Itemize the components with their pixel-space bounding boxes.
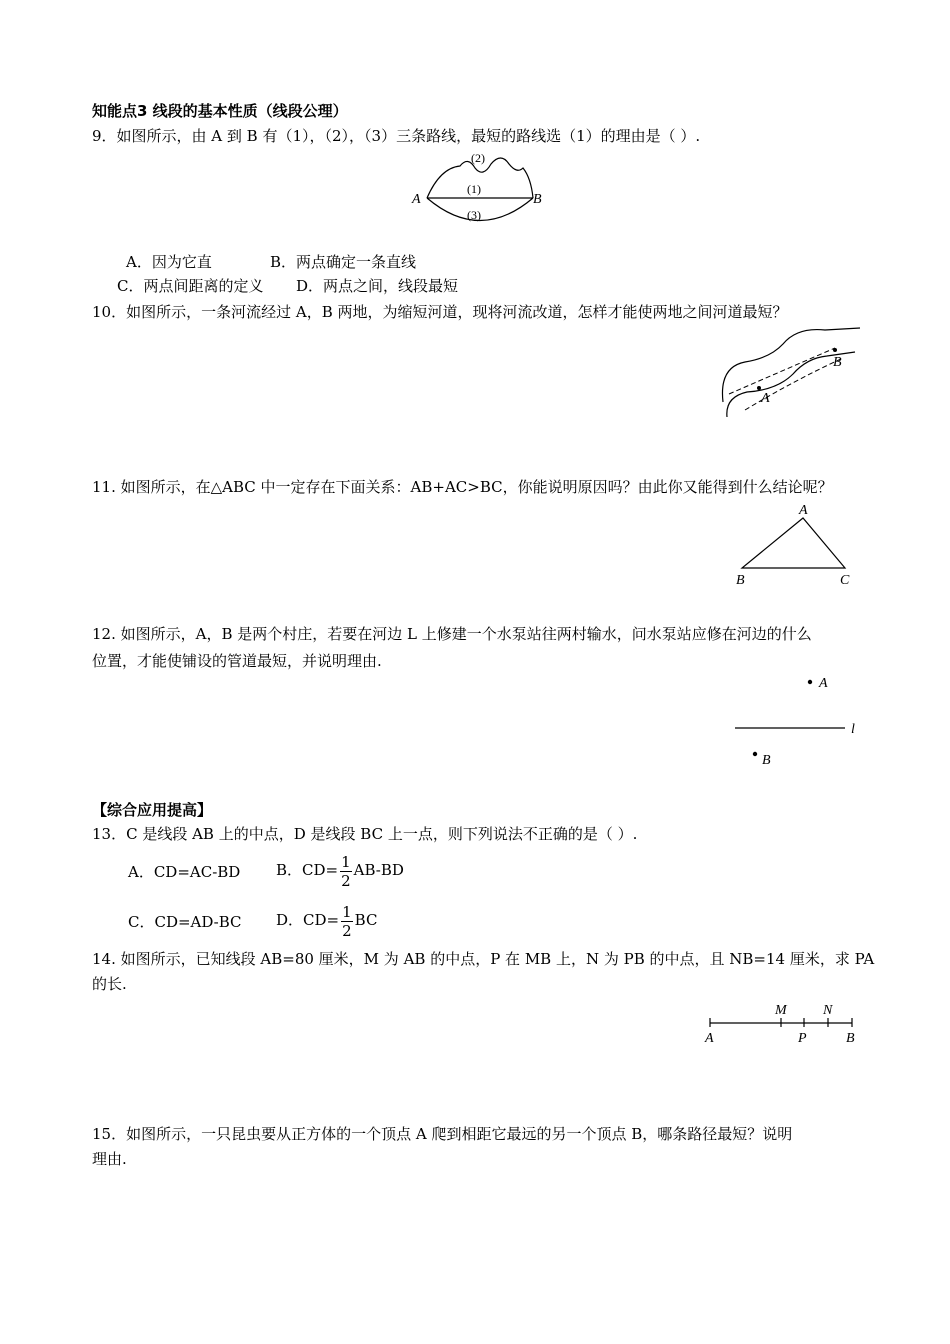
fig12-label-b: B — [762, 753, 771, 768]
fig10-label-a: A — [761, 391, 770, 406]
q13-option-b-pre: B．CD= — [276, 861, 339, 879]
question-14-line1: 14. 如图所示，已知线段 AB=80 厘米，M 为 AB 的中点，P 在 MB 上，N 为 PB 的中点，且 NB=14 厘米，求 PA — [92, 950, 875, 968]
question-14-line2: 的长. — [92, 975, 127, 993]
fig12-label-l: l — [851, 722, 855, 737]
fig9-label-b: B — [533, 192, 542, 207]
q13-option-b-post: AB-BD — [353, 861, 404, 879]
question-15-line2: 理由. — [92, 1150, 127, 1168]
question-10-text: 10．如图所示，一条河流经过 A，B 两地，为缩短河道，现将河流改道，怎样才能使两地之间河道最短？ — [92, 303, 788, 321]
question-12-figure — [725, 668, 865, 773]
section-title: 知能点3 线段的基本性质（线段公理） — [92, 102, 348, 120]
fig10-label-b: B — [833, 355, 842, 370]
q13-option-d — [276, 900, 377, 940]
q9-option-a: A．因为它直 — [126, 253, 212, 271]
fig9-label-2: (2) — [471, 151, 485, 165]
q13-option-d-pre: D．CD= — [276, 911, 340, 929]
question-9-figure — [405, 148, 555, 228]
fig11-label-b: B — [736, 573, 745, 588]
question-9-text: 9．如图所示，由 A 到 B 有（1），（2），（3）三条路线，最短的路线选（1）的理由是（ ）. — [92, 127, 701, 145]
question-12-line2: 位置，才能使铺设的管道最短，并说明理由. — [92, 652, 382, 670]
q13-option-a: A．CD=AC-BD — [128, 863, 241, 881]
question-11-figure — [730, 500, 860, 590]
question-15-line1: 15．如图所示，一只昆虫要从正方体的一个顶点 A 爬到相距它最远的另一个顶点 B，哪条路径最短？说明 — [92, 1125, 793, 1143]
q13-option-d-fraction — [341, 903, 353, 940]
fig14-label-p: P — [798, 1031, 807, 1046]
fig11-label-c: C — [840, 573, 850, 588]
fig9-label-3: (3) — [467, 208, 481, 222]
question-10-figure — [715, 322, 865, 417]
q9-option-d: D．两点之间，线段最短 — [296, 277, 459, 295]
q13-option-b-fraction — [340, 853, 352, 890]
q13-option-b — [276, 850, 404, 890]
fig14-label-b: B — [846, 1031, 855, 1046]
question-14-figure — [700, 1000, 865, 1050]
question-12-line1: 12. 如图所示，A，B 是两个村庄，若要在河边 L 上修建一个水泵站往两村输水，问水泵站应修在河边的什么 — [92, 625, 812, 643]
fig14-label-m: M — [775, 1003, 787, 1018]
q13-option-d-post: BC — [354, 911, 378, 929]
fraction-denominator: 2 — [342, 921, 352, 940]
fraction-numerator: 1 — [342, 902, 352, 921]
fig9-label-a: A — [412, 192, 421, 207]
fig14-label-a: A — [705, 1031, 714, 1046]
fig11-label-a: A — [799, 503, 808, 518]
q9-option-c: C．两点间距离的定义 — [117, 277, 264, 295]
fig9-label-1: (1) — [467, 182, 481, 196]
section2-title: 【综合应用提高】 — [92, 801, 213, 819]
fig14-label-n: N — [823, 1003, 833, 1018]
q13-option-c: C．CD=AD-BC — [128, 913, 242, 931]
fig12-label-a: A — [819, 676, 828, 691]
question-13-text: 13．C 是线段 AB 上的中点，D 是线段 BC 上一点，则下列说法不正确的是（ ）. — [92, 825, 638, 843]
q9-option-b: B．两点确定一条直线 — [270, 253, 417, 271]
question-11-text: 11. 如图所示，在△ABC 中一定存在下面关系：AB+AC>BC，你能说明原因吗？由此你又能得到什么结论呢？ — [92, 478, 833, 496]
fraction-numerator: 1 — [341, 852, 351, 871]
fraction-denominator: 2 — [341, 871, 351, 890]
